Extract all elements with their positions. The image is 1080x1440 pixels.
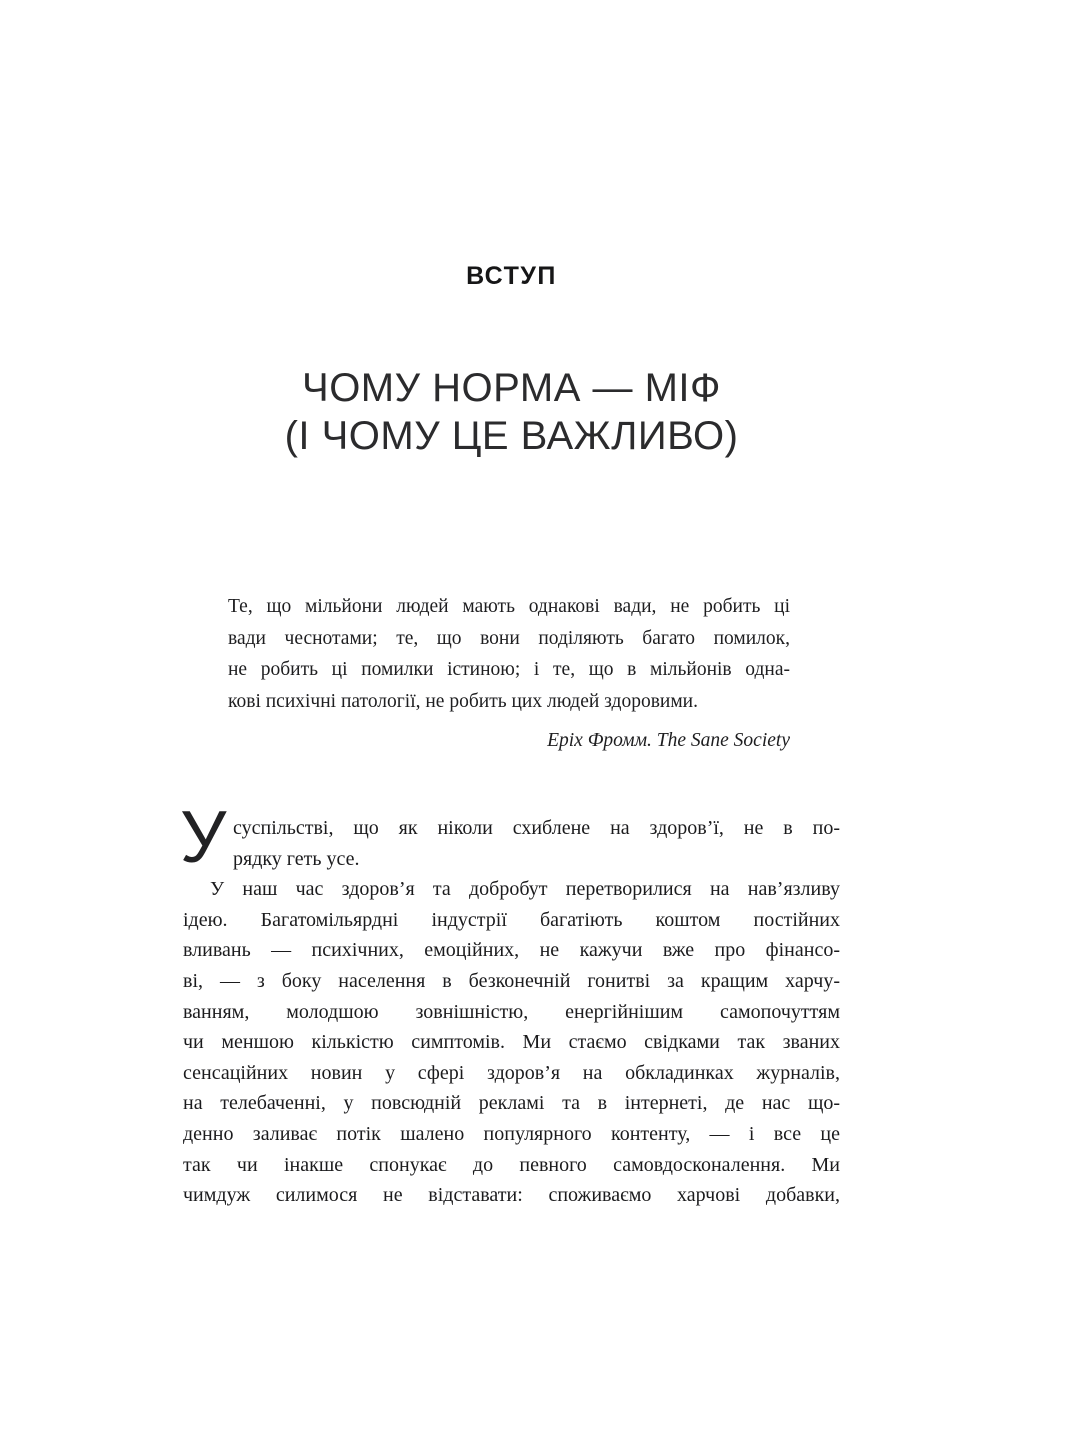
body-text-line: денно заливає потік шалено популярного контенту, — і все це bbox=[183, 1122, 840, 1145]
body-text-line: чимдуж силимося не відставати: споживаємо харчові добавки, bbox=[183, 1184, 840, 1207]
body-text-line: так чи інакше спонукає до певного самовдосконалення. Ми bbox=[183, 1153, 840, 1176]
body-text-line: ідею. Багатомільярдні індустрії багатіють коштом постійних bbox=[183, 908, 840, 931]
epigraph-attribution: Еріх Фромм. The Sane Society bbox=[547, 730, 790, 751]
body-text-line: чи меншою кількістю симптомів. Ми стаємо свідками так званих bbox=[183, 1031, 840, 1054]
epigraph-line: Те, що мільйони людей мають однакові вади, не робить ці bbox=[228, 596, 790, 617]
chapter-title bbox=[123, 364, 900, 460]
chapter-title-line-1: ЧОМУ НОРМА — МІФ bbox=[302, 366, 721, 410]
chapter-title-line-2: (І ЧОМУ ЦЕ ВАЖЛИВО) bbox=[284, 414, 739, 458]
body-text-line: У наш час здоров’я та добробут перетворилися на нав’язливу bbox=[210, 878, 840, 901]
epigraph-line: не робить ці помилки істиною; і те, що в мільйонів одна- bbox=[228, 659, 790, 680]
chapter-kicker: ВСТУП bbox=[466, 262, 557, 290]
text-column bbox=[180, 0, 840, 1440]
body-text-line: ванням, молодшою зовнішністю, енергійнішим самопочуттям bbox=[183, 1000, 840, 1023]
body-text-line: сенсаційних новин у сфері здоров’я на обкладинках журналів, bbox=[183, 1061, 840, 1084]
body-text-line: вливань — психічних, емоційних, не кажучи вже про фінансо- bbox=[183, 939, 840, 962]
body-text-line: ві, — з боку населення в безконечній гонитві за кращим харчу- bbox=[183, 969, 840, 992]
body-text-line: на телебаченні, у повсюдній рекламі та в інтернеті, де нас що- bbox=[183, 1092, 840, 1115]
epigraph bbox=[228, 591, 790, 757]
body-text bbox=[180, 797, 840, 1211]
epigraph-line: вади чеснотами; те, що вони поділяють багато помилок, bbox=[228, 627, 790, 649]
epigraph-line: кові психічні патології, не робить цих людей здоровими. bbox=[228, 690, 698, 712]
body-text-line: суспільстві, що як ніколи схиблене на здоров’ї, не в по- bbox=[233, 817, 840, 839]
drop-cap: У bbox=[180, 797, 227, 878]
body-text-line: рядку геть усе. bbox=[233, 847, 360, 870]
